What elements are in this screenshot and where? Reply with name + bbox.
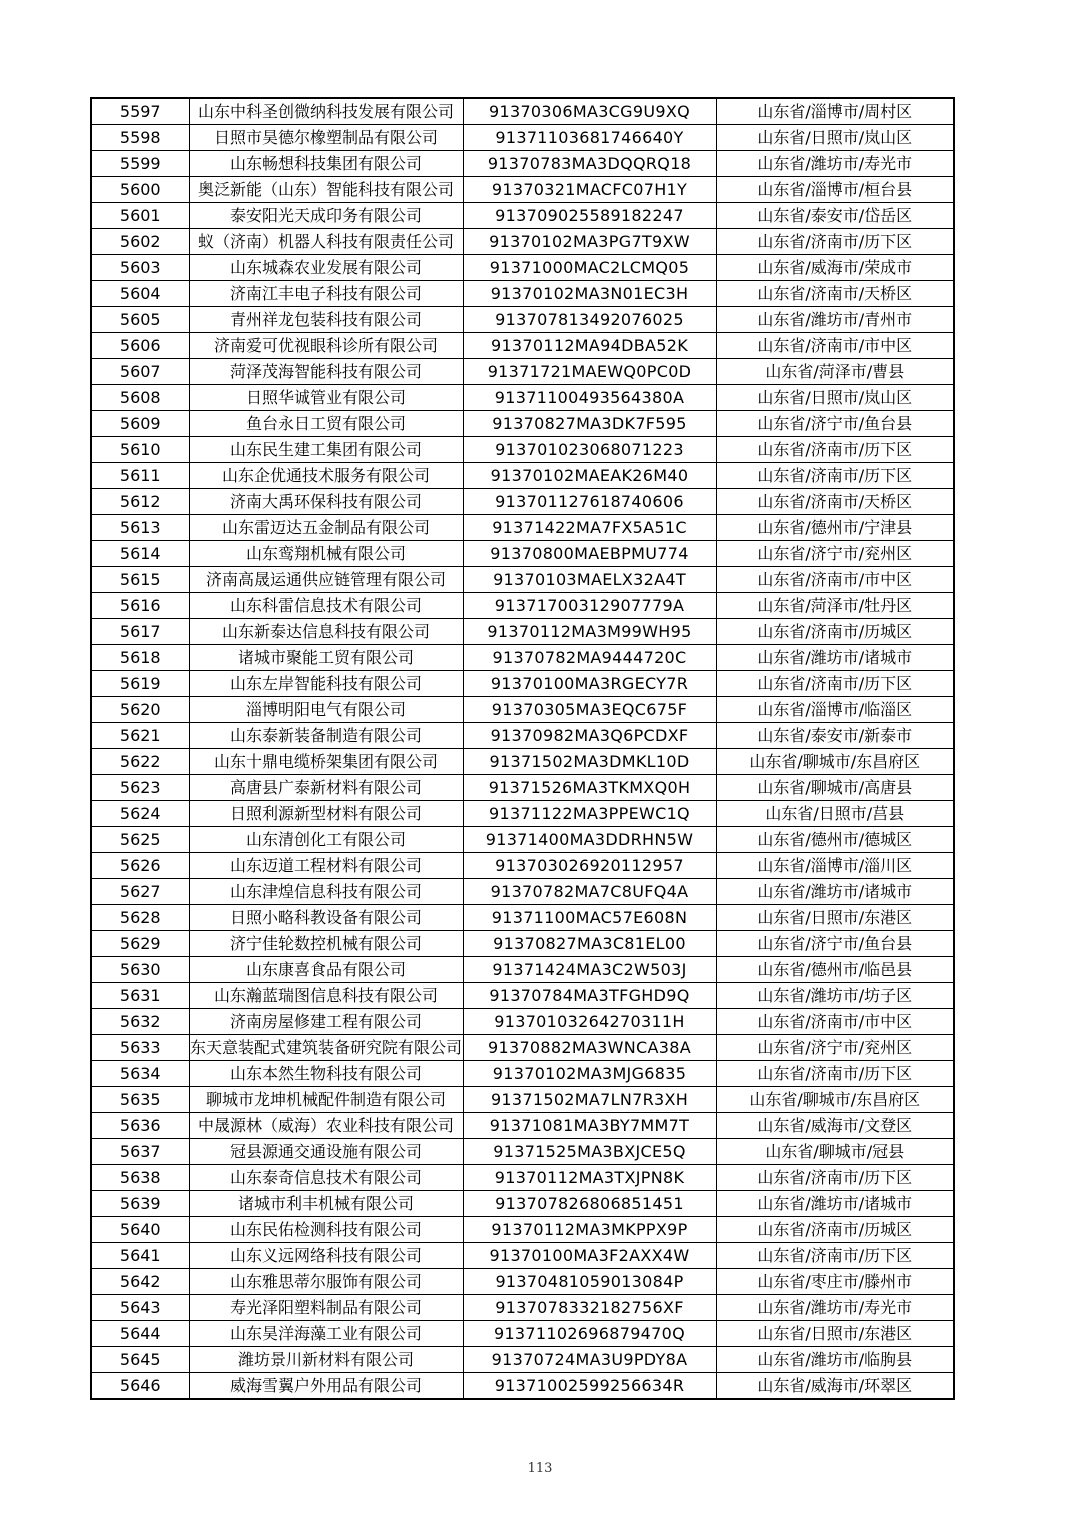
row-number-cell: 5612 [91,489,189,515]
table-row [91,1035,954,1061]
credit-code-cell: 91370102MA3MJG6835 [463,1061,716,1087]
row-number-cell: 5597 [91,98,189,125]
region-cell: 山东省/威海市/荣成市 [716,255,954,281]
table-row [91,333,954,359]
region-cell: 山东省/济南市/历下区 [716,1165,954,1191]
table-row [91,931,954,957]
company-name-cell: 聊城市龙坤机械配件制造有限公司 [189,1087,463,1113]
table-row [91,697,954,723]
company-name-cell: 山东城森农业发展有限公司 [189,255,463,281]
row-number-cell: 5615 [91,567,189,593]
company-name-cell: 潍坊景川新材料有限公司 [189,1347,463,1373]
table-row [91,801,954,827]
row-number-cell: 5624 [91,801,189,827]
credit-code-cell: 91370882MA3WNCA38A [463,1035,716,1061]
table-row [91,1243,954,1269]
row-number-cell: 5623 [91,775,189,801]
row-number-cell: 5606 [91,333,189,359]
row-number-cell: 5637 [91,1139,189,1165]
company-name-cell: 山东昊洋海藻工业有限公司 [189,1321,463,1347]
row-number-cell: 5625 [91,827,189,853]
credit-code-cell: 91371525MA3BXJCE5Q [463,1139,716,1165]
row-number-cell: 5639 [91,1191,189,1217]
table-row [91,463,954,489]
table-row [91,957,954,983]
row-number-cell: 5599 [91,151,189,177]
enterprise-list-table [90,97,955,1400]
company-name-cell: 山东雷迈达五金制品有限公司 [189,515,463,541]
region-cell: 山东省/威海市/环翠区 [716,1373,954,1400]
credit-code-cell: 91370982MA3Q6PCDXF [463,723,716,749]
row-number-cell: 5616 [91,593,189,619]
row-number-cell: 5618 [91,645,189,671]
row-number-cell: 5646 [91,1373,189,1400]
company-name-cell: 高唐县广泰新材料有限公司 [189,775,463,801]
row-number-cell: 5630 [91,957,189,983]
row-number-cell: 5614 [91,541,189,567]
row-number-cell: 5610 [91,437,189,463]
company-name-cell: 日照利源新型材料有限公司 [189,801,463,827]
company-name-cell: 山东雅思蒂尔服饰有限公司 [189,1269,463,1295]
table-row [91,853,954,879]
row-number-cell: 5631 [91,983,189,1009]
region-cell: 山东省/济南市/历下区 [716,229,954,255]
credit-code-cell: 91371700312907779A [463,593,716,619]
row-number-cell: 5622 [91,749,189,775]
table-body [91,98,954,1399]
table-row [91,1373,954,1400]
credit-code-cell: 91370827MA3DK7F595 [463,411,716,437]
region-cell: 山东省/菏泽市/牡丹区 [716,593,954,619]
region-cell: 山东省/济南市/历下区 [716,463,954,489]
region-cell: 山东省/济宁市/兖州区 [716,541,954,567]
company-name-cell: 山东康喜食品有限公司 [189,957,463,983]
region-cell: 山东省/聊城市/冠县 [716,1139,954,1165]
table-row [91,98,954,125]
table-row [91,489,954,515]
row-number-cell: 5634 [91,1061,189,1087]
credit-code-cell: 91370321MACFC07H1Y [463,177,716,203]
credit-code-cell: 91370784MA3TFGHD9Q [463,983,716,1009]
row-number-cell: 5633 [91,1035,189,1061]
table-row [91,775,954,801]
company-name-cell: 山东新泰达信息科技有限公司 [189,619,463,645]
row-number-cell: 5601 [91,203,189,229]
table-row [91,541,954,567]
credit-code-cell: 91371100MAC57E608N [463,905,716,931]
company-name-cell: 山东本然生物科技有限公司 [189,1061,463,1087]
company-name-cell: 山东十鼎电缆桥架集团有限公司 [189,749,463,775]
region-cell: 山东省/菏泽市/曹县 [716,359,954,385]
company-name-cell: 山东畅想科技集团有限公司 [189,151,463,177]
company-name-cell: 山东津煌信息科技有限公司 [189,879,463,905]
row-number-cell: 5609 [91,411,189,437]
company-name-cell: 山东企优通技术服务有限公司 [189,463,463,489]
credit-code-cell: 91370102MAEAK26M40 [463,463,716,489]
row-number-cell: 5626 [91,853,189,879]
table-row [91,437,954,463]
company-name-cell: 菏泽茂海智能科技有限公司 [189,359,463,385]
table-row [91,879,954,905]
region-cell: 山东省/潍坊市/青州市 [716,307,954,333]
credit-code-cell: 91370103MAELX32A4T [463,567,716,593]
company-name-cell: 山东迈道工程材料有限公司 [189,853,463,879]
region-cell: 山东省/聊城市/东昌府区 [716,749,954,775]
company-name-cell: 山东鸾翔机械有限公司 [189,541,463,567]
company-name-cell: 济南房屋修建工程有限公司 [189,1009,463,1035]
table-row [91,749,954,775]
table-row [91,1295,954,1321]
row-number-cell: 5617 [91,619,189,645]
region-cell: 山东省/泰安市/新泰市 [716,723,954,749]
row-number-cell: 5641 [91,1243,189,1269]
table-row [91,151,954,177]
credit-code-cell: 91370481059013084P [463,1269,716,1295]
table-row [91,385,954,411]
table-row [91,1217,954,1243]
table-row [91,645,954,671]
credit-code-cell: 91371721MAEWQ0PC0D [463,359,716,385]
region-cell: 山东省/潍坊市/坊子区 [716,983,954,1009]
row-number-cell: 5603 [91,255,189,281]
credit-code-cell: 91371100493564380A [463,385,716,411]
credit-code-cell: 91370112MA3TXJPN8K [463,1165,716,1191]
region-cell: 山东省/枣庄市/滕州市 [716,1269,954,1295]
row-number-cell: 5602 [91,229,189,255]
credit-code-cell: 91370783321827​56XF [463,1295,716,1321]
region-cell: 山东省/济南市/历下区 [716,1243,954,1269]
company-name-cell: 东天意装配式建筑装备研究院有限公司 [189,1035,463,1061]
company-name-cell: 诸城市利丰机械有限公司 [189,1191,463,1217]
region-cell: 山东省/潍坊市/寿光市 [716,1295,954,1321]
row-number-cell: 5635 [91,1087,189,1113]
credit-code-cell: 91371526MA3TKMXQ0H [463,775,716,801]
region-cell: 山东省/济南市/历城区 [716,619,954,645]
company-name-cell: 山东瀚蓝瑞图信息科技有限公司 [189,983,463,1009]
row-number-cell: 5640 [91,1217,189,1243]
region-cell: 山东省/潍坊市/寿光市 [716,151,954,177]
credit-code-cell: 91370112MA3MKPPX9P [463,1217,716,1243]
company-name-cell: 山东民生建工集团有限公司 [189,437,463,463]
company-name-cell: 山东泰奇信息技术有限公司 [189,1165,463,1191]
table-row [91,359,954,385]
credit-code-cell: 91370100MA3RGECY7R [463,671,716,697]
company-name-cell: 鱼台永日工贸有限公司 [189,411,463,437]
company-name-cell: 淄博明阳电气有限公司 [189,697,463,723]
region-cell: 山东省/日照市/岚山区 [716,125,954,151]
table-row [91,1191,954,1217]
credit-code-cell: 913701127618740606 [463,489,716,515]
row-number-cell: 5628 [91,905,189,931]
company-name-cell: 济南高晟运通供应链管理有限公司 [189,567,463,593]
credit-code-cell: 91370112MA3M99WH95 [463,619,716,645]
company-name-cell: 山东左岸智能科技有限公司 [189,671,463,697]
table-row [91,1087,954,1113]
region-cell: 山东省/德州市/临邑县 [716,957,954,983]
company-name-cell: 山东民佑检测科技有限公司 [189,1217,463,1243]
table-row [91,203,954,229]
region-cell: 山东省/潍坊市/诸城市 [716,1191,954,1217]
row-number-cell: 5632 [91,1009,189,1035]
company-name-cell: 泰安阳光天成印务有限公司 [189,203,463,229]
table-row [91,671,954,697]
company-name-cell: 山东泰新装备制造有限公司 [189,723,463,749]
credit-code-cell: 913701023068071223 [463,437,716,463]
table-row [91,1269,954,1295]
table-row [91,177,954,203]
credit-code-cell: 91371502MA3DMKL10D [463,749,716,775]
company-name-cell: 济宁佳轮数控机械有限公司 [189,931,463,957]
table-row [91,567,954,593]
credit-code-cell: 91371422MA7FX5A51C [463,515,716,541]
credit-code-cell: 913703026920112957 [463,853,716,879]
region-cell: 山东省/潍坊市/诸城市 [716,879,954,905]
table-row [91,229,954,255]
region-cell: 山东省/淄博市/桓台县 [716,177,954,203]
company-name-cell: 山东义远网络科技有限公司 [189,1243,463,1269]
page-number: 113 [527,1461,553,1476]
credit-code-cell: 91370724MA3U9PDY8A [463,1347,716,1373]
row-number-cell: 5611 [91,463,189,489]
company-name-cell: 奥泛新能（山东）智能科技有限公司 [189,177,463,203]
credit-code-cell: 91371103681746640Y [463,125,716,151]
company-name-cell: 青州祥龙包装科技有限公司 [189,307,463,333]
table-row [91,515,954,541]
credit-code-cell: 91370306MA3CG9U9XQ [463,98,716,125]
region-cell: 山东省/济南市/市中区 [716,1009,954,1035]
region-cell: 山东省/济南市/市中区 [716,567,954,593]
region-cell: 山东省/德州市/宁津县 [716,515,954,541]
credit-code-cell: 913701032642703​11H [463,1009,716,1035]
region-cell: 山东省/济宁市/鱼台县 [716,931,954,957]
credit-code-cell: 91371081MA3BY7MM7T [463,1113,716,1139]
region-cell: 山东省/济南市/历下区 [716,671,954,697]
credit-code-cell: 91371000MAC2LCMQ05 [463,255,716,281]
company-name-cell: 诸城市聚能工贸有限公司 [189,645,463,671]
company-name-cell: 日照华诚管业有限公司 [189,385,463,411]
region-cell: 山东省/济宁市/兖州区 [716,1035,954,1061]
row-number-cell: 5642 [91,1269,189,1295]
region-cell: 山东省/聊城市/高唐县 [716,775,954,801]
table-row [91,593,954,619]
company-name-cell: 蚁（济南）机器人科技有限责任公司 [189,229,463,255]
company-name-cell: 济南爱可优视眼科诊所有限公司 [189,333,463,359]
credit-code-cell: 91370102MA3N01EC3H [463,281,716,307]
credit-code-cell: 91370783MA3DQQRQ18 [463,151,716,177]
region-cell: 山东省/日照市/东港区 [716,1321,954,1347]
credit-code-cell: 91370305MA3EQC675F [463,697,716,723]
region-cell: 山东省/济南市/天桥区 [716,489,954,515]
company-name-cell: 济南江丰电子科技有限公司 [189,281,463,307]
company-name-cell: 山东科雷信息技术有限公司 [189,593,463,619]
row-number-cell: 5620 [91,697,189,723]
table-row [91,827,954,853]
company-name-cell: 山东中科圣创微纳科技发展有限公司 [189,98,463,125]
region-cell: 山东省/聊城市/东昌府区 [716,1087,954,1113]
credit-code-cell: 913707813492076025 [463,307,716,333]
region-cell: 山东省/济南市/市中区 [716,333,954,359]
company-name-cell: 冠县源通交通设施有限公司 [189,1139,463,1165]
company-name-cell: 日照市昊德尔橡塑制品有限公司 [189,125,463,151]
region-cell: 山东省/济宁市/鱼台县 [716,411,954,437]
region-cell: 山东省/泰安市/岱岳区 [716,203,954,229]
credit-code-cell: 91371502MA7LN7R3XH [463,1087,716,1113]
region-cell: 山东省/淄博市/淄川区 [716,853,954,879]
credit-code-cell: 91371002599256634R [463,1373,716,1400]
company-name-cell: 济南大禹环保科技有限公司 [189,489,463,515]
region-cell: 山东省/威海市/文登区 [716,1113,954,1139]
credit-code-cell: 91370782MA7C8UFQ4A [463,879,716,905]
row-number-cell: 5604 [91,281,189,307]
company-name-cell: 日照小略科教设备有限公司 [189,905,463,931]
row-number-cell: 5613 [91,515,189,541]
table-row [91,905,954,931]
company-name-cell: 寿光泽阳塑料制品有限公司 [189,1295,463,1321]
company-name-cell: 中晟源林（威海）农业科技有限公司 [189,1113,463,1139]
table-row [91,307,954,333]
table-row [91,1139,954,1165]
row-number-cell: 5644 [91,1321,189,1347]
row-number-cell: 5643 [91,1295,189,1321]
credit-code-cell: 91370102MA3PG7T9XW [463,229,716,255]
row-number-cell: 5636 [91,1113,189,1139]
credit-code-cell: 91371102696879470Q [463,1321,716,1347]
credit-code-cell: 91370112MA94DBA52K [463,333,716,359]
company-name-cell: 山东清创化工有限公司 [189,827,463,853]
table-row [91,281,954,307]
region-cell: 山东省/日照市/东港区 [716,905,954,931]
credit-code-cell: 91370100MA3F2AXX4W [463,1243,716,1269]
row-number-cell: 5600 [91,177,189,203]
region-cell: 山东省/潍坊市/临朐县 [716,1347,954,1373]
row-number-cell: 5629 [91,931,189,957]
row-number-cell: 5607 [91,359,189,385]
row-number-cell: 5605 [91,307,189,333]
credit-code-cell: 91370782MA9444720C [463,645,716,671]
table-row [91,723,954,749]
table-row [91,125,954,151]
table-row [91,1321,954,1347]
region-cell: 山东省/日照市/莒县 [716,801,954,827]
region-cell: 山东省/淄博市/临淄区 [716,697,954,723]
region-cell: 山东省/德州市/德城区 [716,827,954,853]
region-cell: 山东省/济南市/历下区 [716,1061,954,1087]
table-row [91,619,954,645]
row-number-cell: 5598 [91,125,189,151]
row-number-cell: 5621 [91,723,189,749]
table-row [91,1061,954,1087]
table-row [91,255,954,281]
credit-code-cell: 91371400MA3DDRHN5W [463,827,716,853]
row-number-cell: 5645 [91,1347,189,1373]
table-row [91,1113,954,1139]
region-cell: 山东省/潍坊市/诸城市 [716,645,954,671]
table-row [91,1165,954,1191]
table-row [91,411,954,437]
region-cell: 山东省/济南市/历城区 [716,1217,954,1243]
credit-code-cell: 913707826806851451 [463,1191,716,1217]
region-cell: 山东省/淄博市/周村区 [716,98,954,125]
table-row [91,1347,954,1373]
credit-code-cell: 91371122MA3PPEWC1Q [463,801,716,827]
region-cell: 山东省/济南市/历下区 [716,437,954,463]
credit-code-cell: 91371424MA3C2W503J [463,957,716,983]
credit-code-cell: 91370827MA3C81EL00 [463,931,716,957]
region-cell: 山东省/济南市/天桥区 [716,281,954,307]
row-number-cell: 5608 [91,385,189,411]
credit-code-cell: 91370800MAEBPMU774 [463,541,716,567]
table-row [91,1009,954,1035]
region-cell: 山东省/日照市/岚山区 [716,385,954,411]
table-row [91,983,954,1009]
company-name-cell: 威海雪翼户外用品有限公司 [189,1373,463,1400]
row-number-cell: 5627 [91,879,189,905]
row-number-cell: 5619 [91,671,189,697]
credit-code-cell: 91370902558918224​7 [463,203,716,229]
row-number-cell: 5638 [91,1165,189,1191]
